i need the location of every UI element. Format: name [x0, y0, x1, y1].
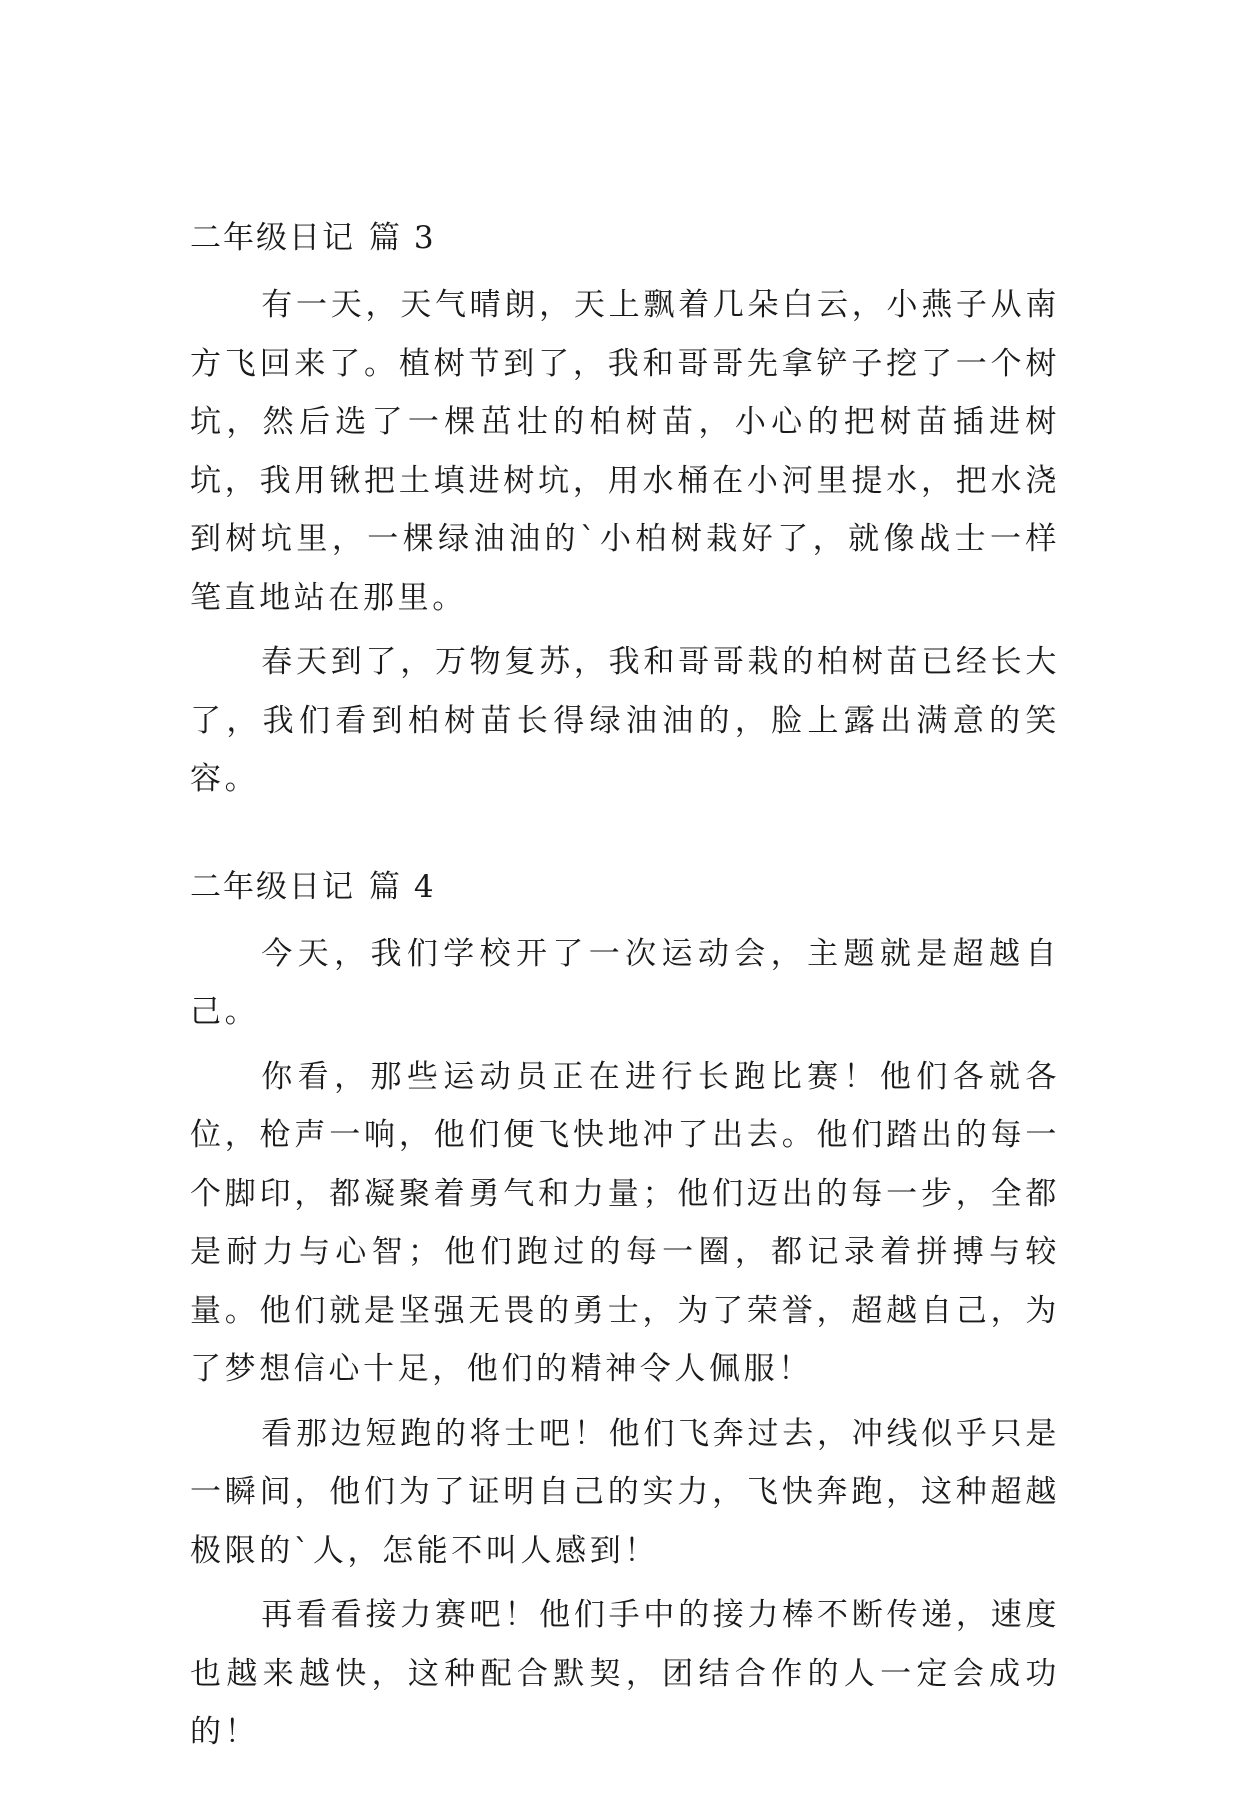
paragraph: 今天，我们学校开了一次运动会，主题就是超越自己。 [190, 935, 1060, 1030]
diary-entry-3 [190, 218, 1060, 809]
entry-title [190, 218, 1060, 258]
paragraph: 你看，那些运动员正在进行长跑比赛！他们各就各位，枪声一响，他们便飞快地冲了出去。他们踏出的每一个脚印，都凝聚着勇气和力量；他们迈出的每一步，全都是耐力与心智；他们跑过的每一圈，都记录着拼搏与较量。他们就是坚强无畏的勇士，为了荣誉，超越自己，为了梦想信心十足，他们的精神令人佩服！ [190, 1058, 1060, 1387]
document-page [190, 218, 1060, 1820]
entry-number: 篇 3 [369, 220, 436, 256]
entry-number: 篇 4 [369, 868, 436, 905]
entry-title-text: 二年级日记 [190, 220, 355, 256]
diary-entry-4 [190, 867, 1060, 1762]
paragraph: 再看看接力赛吧！他们手中的接力棒不断传递，速度也越来越快，这种配合默契，团结合作的人一定会成功的！ [190, 1597, 1060, 1750]
entry-title-text: 二年级日记 [190, 868, 355, 905]
entry-title [190, 867, 1060, 907]
paragraph: 有一天，天气晴朗，天上飘着几朵白云，小燕子从南方飞回来了。植树节到了，我和哥哥先拿铲子挖了一个树坑，然后选了一棵茁壮的柏树苗，小心的把树苗插进树坑，我用锹把土填进树坑，用水桶在小河里提水，把水浇到树坑里，一棵绿油油的`小柏树栽好了，就像战士一样笔直地站在那里。 [190, 287, 1060, 616]
paragraph: 春天到了，万物复苏，我和哥哥栽的柏树苗已经长大了，我们看到柏树苗长得绿油油的，脸上露出满意的笑容。 [190, 644, 1060, 797]
paragraph: 看那边短跑的将士吧！他们飞奔过去，冲线似乎只是一瞬间，他们为了证明自己的实力，飞快奔跑，这种超越极限的`人，怎能不叫人感到！ [190, 1415, 1060, 1569]
